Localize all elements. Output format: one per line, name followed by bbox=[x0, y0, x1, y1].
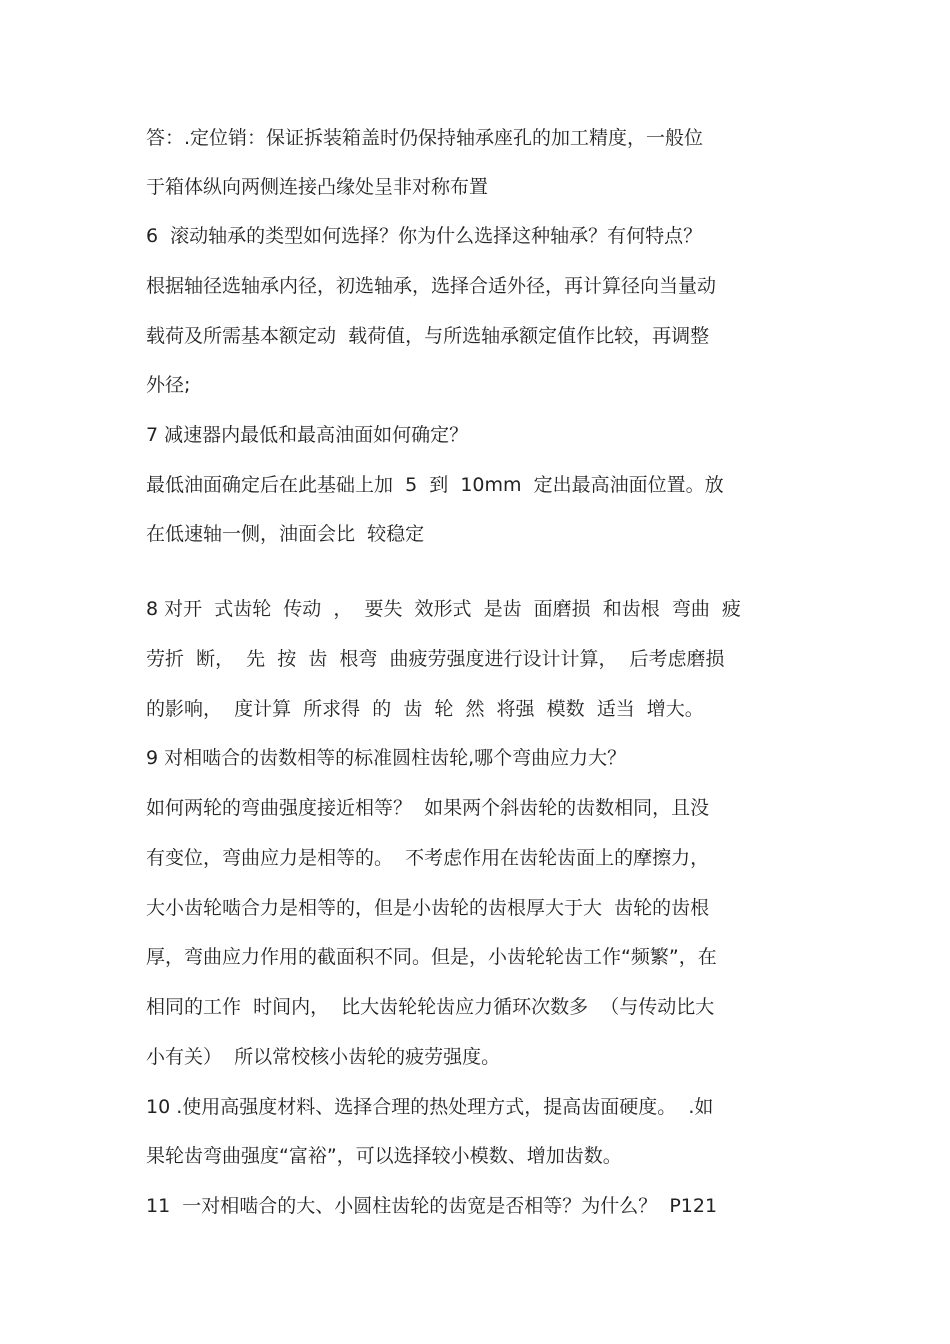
text-line: 厚，弯曲应力作用的截面积不同。但是，小齿轮轮齿工作“频繁”，在 bbox=[146, 946, 717, 968]
text-line: 答：.定位销：保证拆装箱盖时仍保持轴承座孔的加工精度，一般位 bbox=[146, 127, 704, 149]
text-line: 相同的工作 时间内， 比大齿轮轮齿应力循环次数多 （与传动比大 bbox=[146, 996, 715, 1018]
text-line: 外径; bbox=[146, 374, 191, 396]
text-line: 如何两轮的弯曲强度接近相等？ 如果两个斜齿轮的齿数相同，且没 bbox=[146, 797, 710, 819]
text-line: 7 减速器内最低和最高油面如何确定？ bbox=[146, 424, 469, 446]
text-line: 于箱体纵向两侧连接凸缘处呈非对称布置 bbox=[146, 176, 489, 198]
text-line: 6 滚动轴承的类型如何选择？你为什么选择这种轴承？有何特点？ bbox=[146, 225, 703, 247]
text-line: 的影响， 度计算 所求得 的 齿 轮 然 将强 模数 适当 增大。 bbox=[146, 698, 704, 720]
text-line: 大小齿轮啮合力是相等的，但是小齿轮的齿根厚大于大 齿轮的齿根 bbox=[146, 897, 710, 919]
text-line: 劳折 断， 先 按 齿 根弯 曲疲劳强度进行设计计算， 后考虑磨损 bbox=[146, 648, 725, 670]
text-line: 小有关） 所以常校核小齿轮的疲劳强度。 bbox=[146, 1046, 501, 1068]
text-line: 载荷及所需基本额定动 载荷值，与所选轴承额定值作比较，再调整 bbox=[146, 325, 710, 347]
text-line: 根据轴径选轴承内径，初选轴承，选择合适外径，再计算径向当量动 bbox=[146, 275, 717, 297]
text-line: 8 对开 式齿轮 传动 ， 要失 效形式 是齿 面磨损 和齿根 弯曲 疲 bbox=[146, 598, 741, 620]
text-line: 有变位，弯曲应力是相等的。 不考虑作用在齿轮齿面上的摩擦力， bbox=[146, 847, 710, 869]
text-line: 在低速轴一侧，油面会比 较稳定 bbox=[146, 523, 425, 545]
text-line: 10 .使用高强度材料、选择合理的热处理方式，提高齿面硬度。 .如 bbox=[146, 1096, 714, 1118]
text-line: 11 一对相啮合的大、小圆柱齿轮的齿宽是否相等？为什么？ P121 bbox=[146, 1195, 718, 1217]
text-line: 最低油面确定后在此基础上加 5 到 10mm 定出最高油面位置。放 bbox=[146, 474, 724, 496]
text-line: 9 对相啮合的齿数相等的标准圆柱齿轮,哪个弯曲应力大？ bbox=[146, 747, 627, 769]
text-line: 果轮齿弯曲强度“富裕”，可以选择较小模数、增加齿数。 bbox=[146, 1145, 622, 1167]
